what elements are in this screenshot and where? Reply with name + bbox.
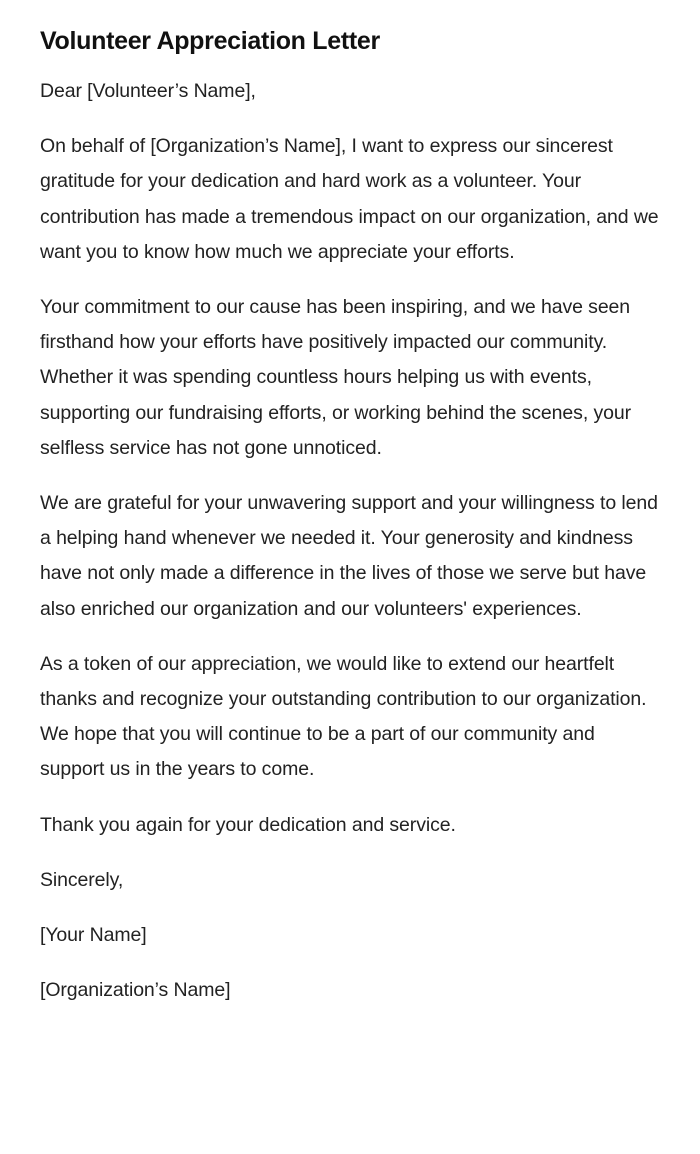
letter-paragraph-2: Your commitment to our cause has been inspiring, and we have seen firsthand how your efforts have positively impacted our community. Whether it was spending countless hours helping us with events, supporting our fundraising efforts, or working behind the scenes, your selfless service has not gone unnoticed. (40, 296, 631, 459)
signature-organization: [Organization’s Name] (40, 979, 231, 1002)
letter-paragraph-5: Thank you again for your dedication and service. (40, 813, 456, 836)
signature-name: [Your Name] (40, 924, 147, 947)
letter-paragraph-1: On behalf of [Organization’s Name], I want to express our sincerest gratitude for your dedication and hard work as a volunteer. Your contribution has made a tremendous impact on our organization, and we want you to know how much we appreciate your efforts. (40, 135, 659, 263)
letter-paragraph-3: We are grateful for your unwavering support and your willingness to lend a helping hand whenever we needed it. Your generosity and kindness have not only made a difference in the lives of those we serve but have also enriched our organization and our volunteers' experiences. (40, 492, 658, 620)
letter-title: Volunteer Appreciation Letter (40, 27, 380, 55)
letter-closing: Sincerely, (40, 868, 124, 891)
letter-paragraph-4: As a token of our appreciation, we would like to extend our heartfelt thanks and recognize your outstanding contribution to our organization. We hope that you will continue to be a part of our community and support us in the years to come. (40, 652, 647, 781)
letter-greeting: Dear [Volunteer’s Name], (40, 80, 256, 102)
